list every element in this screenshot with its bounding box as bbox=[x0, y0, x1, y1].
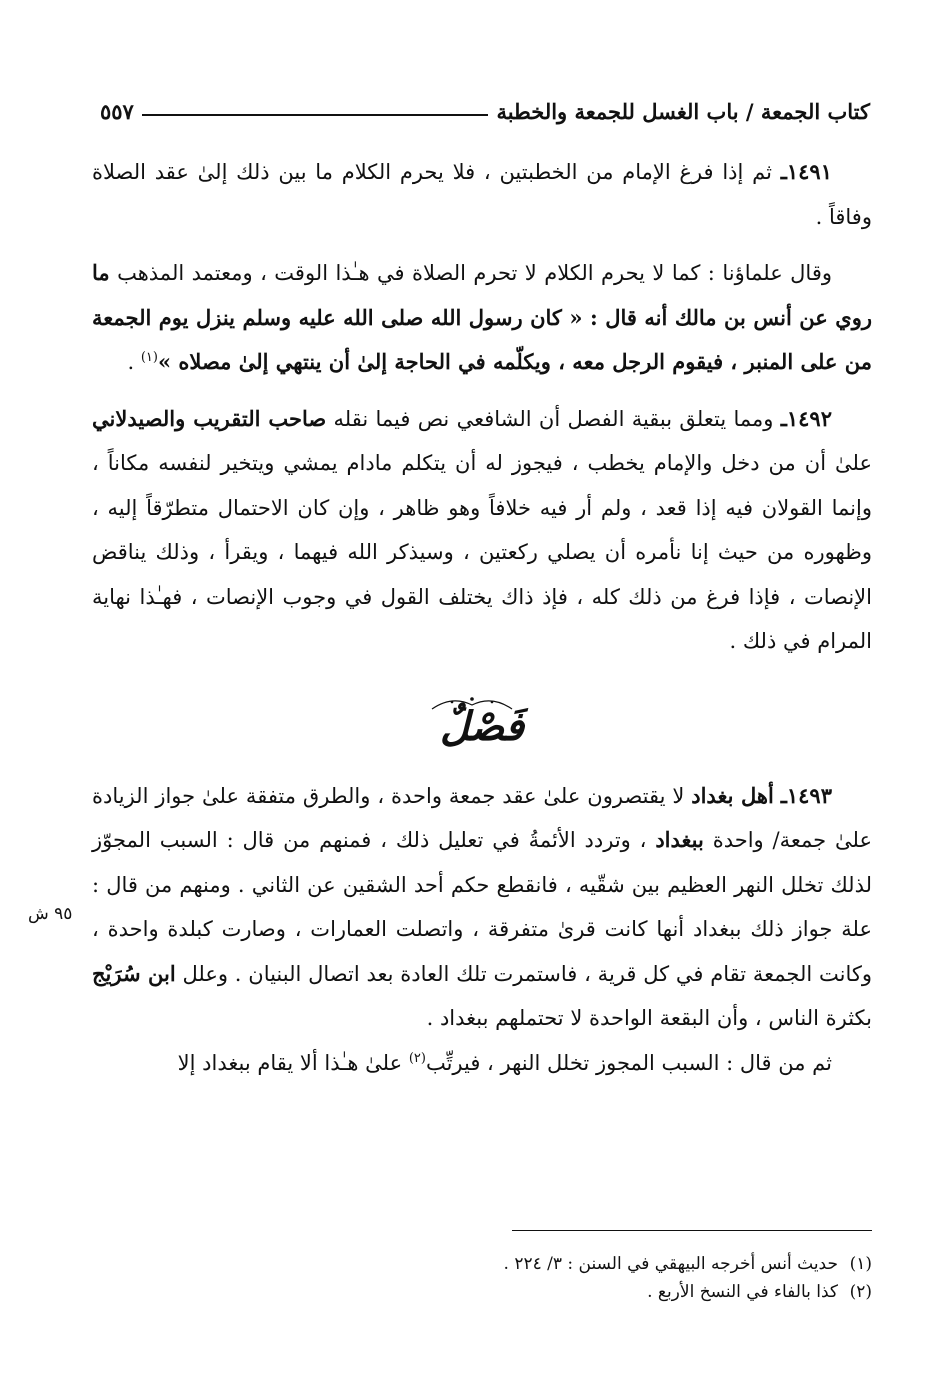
paragraph-last bbox=[92, 1041, 872, 1086]
section-heading bbox=[422, 699, 542, 756]
paragraph-1491 bbox=[92, 150, 872, 239]
paragraph-number: ١٤٩١ـ bbox=[780, 159, 832, 184]
paragraph-text: ثم من قال : السبب المجوز تخلل النهر ، فيرتِّب bbox=[425, 1050, 832, 1075]
paragraph-text: ، وتردد الأئمةُ في تعليل ذلك ، فمنهم من قال : السبب المجوّز لذلك تخلل النهر العظيم بين شقّيه ، فانقطع حكم أحد الشقين عن الثاني . ومنهم من قال : علة جواز ذلك ببغداد أنها كانت قرىٰ متفرقة ، واتصلت العمارات ، وصارت كبلدة واحدة ، وكانت الجمعة تقام في كل قرية ، فاستمرت تلك العادة بعد اتصال البنيان . وعلل bbox=[92, 828, 873, 986]
paragraph-1493 bbox=[92, 774, 872, 1041]
footnote-ref-1[interactable]: (١) bbox=[140, 350, 158, 365]
place-name: ببغداد bbox=[655, 827, 704, 852]
footnotes bbox=[200, 1250, 872, 1306]
footnote-2 bbox=[200, 1278, 872, 1306]
section-heading-text: فَصْلٌ bbox=[439, 703, 525, 751]
place-name: أهل بغداد bbox=[691, 782, 774, 808]
running-title: كتاب الجمعة / باب الغسل للجمعة والخطبة bbox=[496, 99, 870, 124]
paragraph-gap bbox=[92, 239, 872, 251]
paragraph-number: ١٤٩٣ـ bbox=[780, 782, 832, 808]
footnote-text: حديث أنس أخرجه البيهقي في السنن : ٣/ ٢٢٤ . bbox=[503, 1254, 838, 1274]
section-heading-ornament bbox=[92, 682, 872, 774]
paragraph-gap bbox=[92, 385, 872, 397]
paragraph-ulama bbox=[92, 251, 872, 385]
paragraph-text: وقال علماؤنا : كما لا يحرم الكلام لا تحرم الصلاة في هـٰذا الوقت ، ومعتمد المذهب bbox=[109, 261, 832, 285]
ornament-flourish-icon bbox=[422, 693, 522, 715]
paragraph-text: ومما يتعلق ببقية الفصل أن الشافعي نص فيما نقله bbox=[326, 406, 774, 431]
paragraph-text: لا يقتصرون علىٰ عقد جمعة واحدة ، والطرق متفقة علىٰ جواز الزيادة علىٰ جمعة/ واحدة bbox=[92, 783, 872, 852]
paragraph-text: علىٰ هـٰذا ألا يقام ببغداد إلا bbox=[177, 1050, 409, 1075]
scholar-names: صاحب التقريب والصيدلاني bbox=[92, 405, 327, 431]
paragraph-text: بكثرة الناس ، وأن البقعة الواحدة لا تحتملهم ببغداد . bbox=[426, 1006, 872, 1030]
paragraph-1492 bbox=[92, 397, 872, 664]
main-text bbox=[92, 150, 872, 1085]
footnote-separator bbox=[512, 1230, 872, 1231]
paragraph-text: ثم إذا فرغ الإمام من الخطبتين ، فلا يحرم الكلام ما بين ذلك إلىٰ عقد الصلاة وفاقاً . bbox=[92, 160, 872, 229]
running-header bbox=[100, 80, 870, 124]
manuscript-folio-note: ٩٥ ش bbox=[28, 904, 73, 924]
paragraph-number: ١٤٩٢ـ bbox=[780, 405, 832, 431]
footnote-text: كذا بالفاء في النسخ الأربع . bbox=[647, 1282, 838, 1302]
footnote-ref-2[interactable]: (٢) bbox=[408, 1050, 426, 1066]
paragraph-text: علىٰ أن من دخل والإمام يخطب ، فيجوز له أن يتكلم مادام يمشي ويتخير لنفسه مكاناً ، وإنما القولان فيه إذا قعد ، ولم أر فيه خلافاً وهو ظاهر ، وإن كان الاحتمال متطرّقاً إليه ، وظهوره من حيث إنا نأمره أن يصلي ركعتين ، وسيذكر الله فيهما ، ويقرأ ، وذلك يناقض الإنصات ، فإذا فرغ من ذلك كله ، فإذ ذاك يختلف القول في وجوب الإنصات ، فهـٰذا نهاية المرام في ذلك . bbox=[92, 451, 872, 653]
footnote-1 bbox=[200, 1250, 872, 1278]
footnote-number: (٢) bbox=[849, 1282, 872, 1302]
header-rule bbox=[142, 114, 489, 116]
page-number: ٥٥٧ bbox=[100, 99, 134, 124]
hadith-quote: ما روي عن أنس بن مالك أنه قال : « كان رسول الله صلى الله عليه وسلم ينزل يوم الجمعة من على المنبر ، فيقوم الرجل معه ، ويكلّمه في الحاجة إلىٰ أن ينتهي إلىٰ مصلاه » bbox=[92, 260, 872, 374]
scholar-name: ابن سُرَيْج bbox=[92, 960, 176, 986]
paragraph-text-tail: . bbox=[127, 350, 141, 374]
footnote-number: (١) bbox=[849, 1254, 872, 1274]
